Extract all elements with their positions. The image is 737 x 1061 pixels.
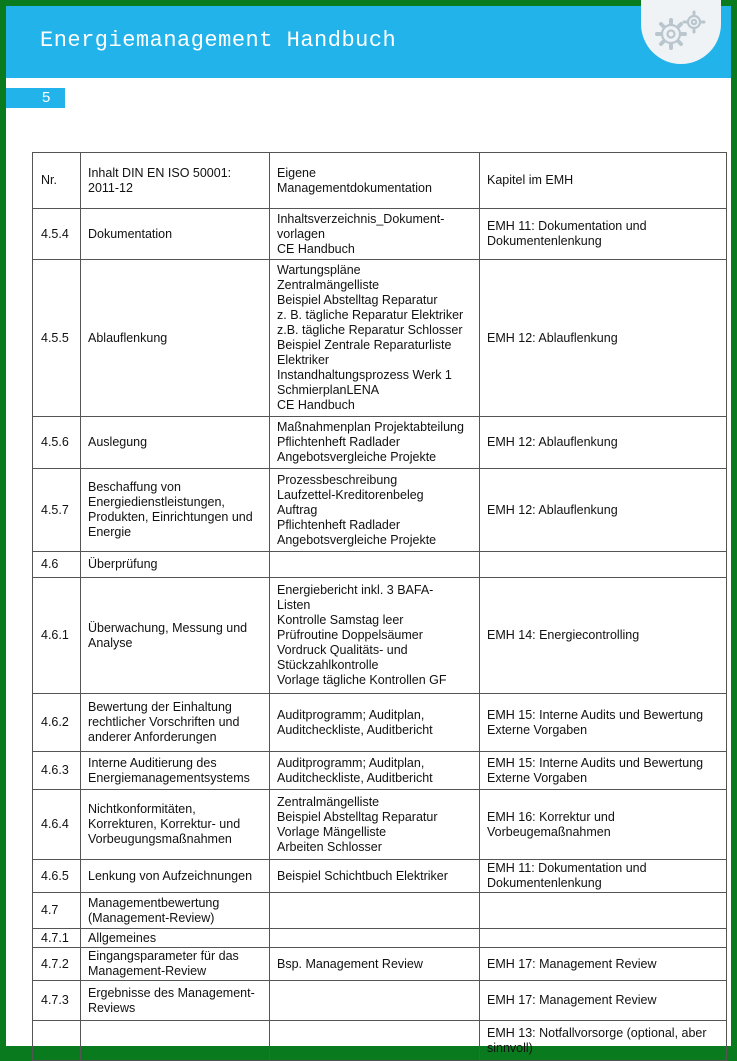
cell-nr: 4.7 — [33, 893, 81, 929]
cell-inhalt: Dokumentation — [81, 209, 270, 260]
cell-inhalt: Managementbewertung (Management-Review) — [81, 893, 270, 929]
cell-dokumentation: Prozessbeschreibung Laufzettel-Kreditorenbeleg Auftrag Pflichtenheft Radlader Angebotsvergleiche Projekte — [270, 469, 480, 552]
cell-nr: 4.6 — [33, 552, 81, 578]
cell-inhalt: Interne Auditierung des Energiemanagementsystems — [81, 752, 270, 790]
cell-nr: 4.7.1 — [33, 929, 81, 948]
cell-kapitel — [480, 893, 727, 929]
cell-dokumentation — [270, 552, 480, 578]
table-row — [33, 752, 727, 790]
cell-dokumentation: Zentralmängelliste Beispiel Abstelltag Reparatur Vorlage Mängelliste Arbeiten Schlosser — [270, 790, 480, 860]
table-row — [33, 260, 727, 417]
table-row — [33, 694, 727, 752]
cell-dokumentation: Wartungspläne Zentralmängelliste Beispiel Abstelltag Reparatur z. B. tägliche Reparatur Elektriker z.B. tägliche Reparatur Schlosser Beispiel Zentrale Reparaturliste Elektriker Instandhaltungsprozess Werk 1 SchmierplanLENA CE Handbuch — [270, 260, 480, 417]
cell-nr: 4.6.3 — [33, 752, 81, 790]
cell-inhalt: Überprüfung — [81, 552, 270, 578]
table-row — [33, 981, 727, 1021]
column-header-dokumentation: Eigene Managementdokumentation — [270, 153, 480, 209]
table-row — [33, 552, 727, 578]
column-header-inhalt: Inhalt DIN EN ISO 50001: 2011-12 — [81, 153, 270, 209]
cell-dokumentation: Inhaltsverzeichnis_Dokument- vorlagen CE Handbuch — [270, 209, 480, 260]
table-row — [33, 1021, 727, 1061]
cell-dokumentation: Auditprogramm; Auditplan, Auditcheckliste, Auditbericht — [270, 752, 480, 790]
cell-nr: 4.6.5 — [33, 860, 81, 893]
cell-kapitel: EMH 15: Interne Audits und Bewertung Externe Vorgaben — [480, 752, 727, 790]
cell-kapitel: EMH 12: Ablauflenkung — [480, 260, 727, 417]
cell-inhalt: Nichtkonformitäten, Korrekturen, Korrektur- und Vorbeugungsmaßnahmen — [81, 790, 270, 860]
cell-kapitel: EMH 14: Energiecontrolling — [480, 578, 727, 694]
cell-kapitel — [480, 552, 727, 578]
cell-kapitel: EMH 17: Management Review — [480, 981, 727, 1021]
cell-nr: 4.7.3 — [33, 981, 81, 1021]
cell-inhalt: Überwachung, Messung und Analyse — [81, 578, 270, 694]
chapter-number: 5 — [42, 89, 51, 106]
table-row — [33, 948, 727, 981]
cell-kapitel: EMH 12: Ablauflenkung — [480, 469, 727, 552]
document-page — [6, 6, 731, 1055]
cell-inhalt — [81, 1021, 270, 1061]
cell-dokumentation: Beispiel Schichtbuch Elektriker — [270, 860, 480, 893]
cell-inhalt: Ergebnisse des Management- Reviews — [81, 981, 270, 1021]
table-row — [33, 417, 727, 469]
logo — [641, 0, 721, 64]
cell-kapitel: EMH 17: Management Review — [480, 948, 727, 981]
cell-kapitel: EMH 12: Ablauflenkung — [480, 417, 727, 469]
cell-dokumentation: Auditprogramm; Auditplan, Auditcheckliste, Auditbericht — [270, 694, 480, 752]
table-row — [33, 578, 727, 694]
header-banner — [6, 6, 731, 78]
cell-kapitel: EMH 16: Korrektur und Vorbeugemaßnahmen — [480, 790, 727, 860]
cell-nr: 4.6.1 — [33, 578, 81, 694]
cell-inhalt: Bewertung der Einhaltung rechtlicher Vorschriften und anderer Anforderungen — [81, 694, 270, 752]
gears-icon — [649, 8, 713, 54]
cell-nr: 4.6.2 — [33, 694, 81, 752]
cell-inhalt: Auslegung — [81, 417, 270, 469]
cell-kapitel: EMH 11: Dokumentation und Dokumentenlenkung — [480, 209, 727, 260]
table-row — [33, 860, 727, 893]
cell-dokumentation — [270, 1021, 480, 1061]
cell-inhalt: Ablauflenkung — [81, 260, 270, 417]
cell-inhalt: Allgemeines — [81, 929, 270, 948]
cell-dokumentation — [270, 929, 480, 948]
cell-dokumentation: Maßnahmenplan Projektabteilung Pflichtenheft Radlader Angebotsvergleiche Projekte — [270, 417, 480, 469]
cell-nr — [33, 1021, 81, 1061]
table-row — [33, 469, 727, 552]
table-row — [33, 209, 727, 260]
cell-kapitel: EMH 13: Notfallvorsorge (optional, aber sinnvoll) — [480, 1021, 727, 1061]
column-header-kapitel: Kapitel im EMH — [480, 153, 727, 209]
cell-nr: 4.5.7 — [33, 469, 81, 552]
cell-inhalt: Beschaffung von Energiedienstleistungen, Produkten, Einrichtungen und Energie — [81, 469, 270, 552]
cell-nr: 4.5.5 — [33, 260, 81, 417]
chapter-badge — [6, 88, 65, 108]
cell-dokumentation: Bsp. Management Review — [270, 948, 480, 981]
cell-dokumentation — [270, 893, 480, 929]
handbook-title: Energiemanagement Handbuch — [40, 28, 397, 53]
table-row — [33, 790, 727, 860]
cell-nr: 4.7.2 — [33, 948, 81, 981]
cell-nr: 4.5.4 — [33, 209, 81, 260]
cell-kapitel: EMH 11: Dokumentation und Dokumentenlenkung — [480, 860, 727, 893]
cell-nr: 4.6.4 — [33, 790, 81, 860]
table-row — [33, 893, 727, 929]
table-row — [33, 929, 727, 948]
cell-inhalt: Lenkung von Aufzeichnungen — [81, 860, 270, 893]
cell-inhalt: Eingangsparameter für das Management-Review — [81, 948, 270, 981]
cell-dokumentation: Energiebericht inkl. 3 BAFA- Listen Kontrolle Samstag leer Prüfroutine Doppelsäumer Vordruck Qualitäts- und Stückzahlkontrolle Vorlage tägliche Kontrollen GF — [270, 578, 480, 694]
table-header-row — [33, 153, 727, 209]
column-header-nr: Nr. — [33, 153, 81, 209]
cell-kapitel — [480, 929, 727, 948]
cell-dokumentation — [270, 981, 480, 1021]
cell-kapitel: EMH 15: Interne Audits und Bewertung Externe Vorgaben — [480, 694, 727, 752]
iso-mapping-table — [32, 152, 727, 1061]
cell-nr: 4.5.6 — [33, 417, 81, 469]
